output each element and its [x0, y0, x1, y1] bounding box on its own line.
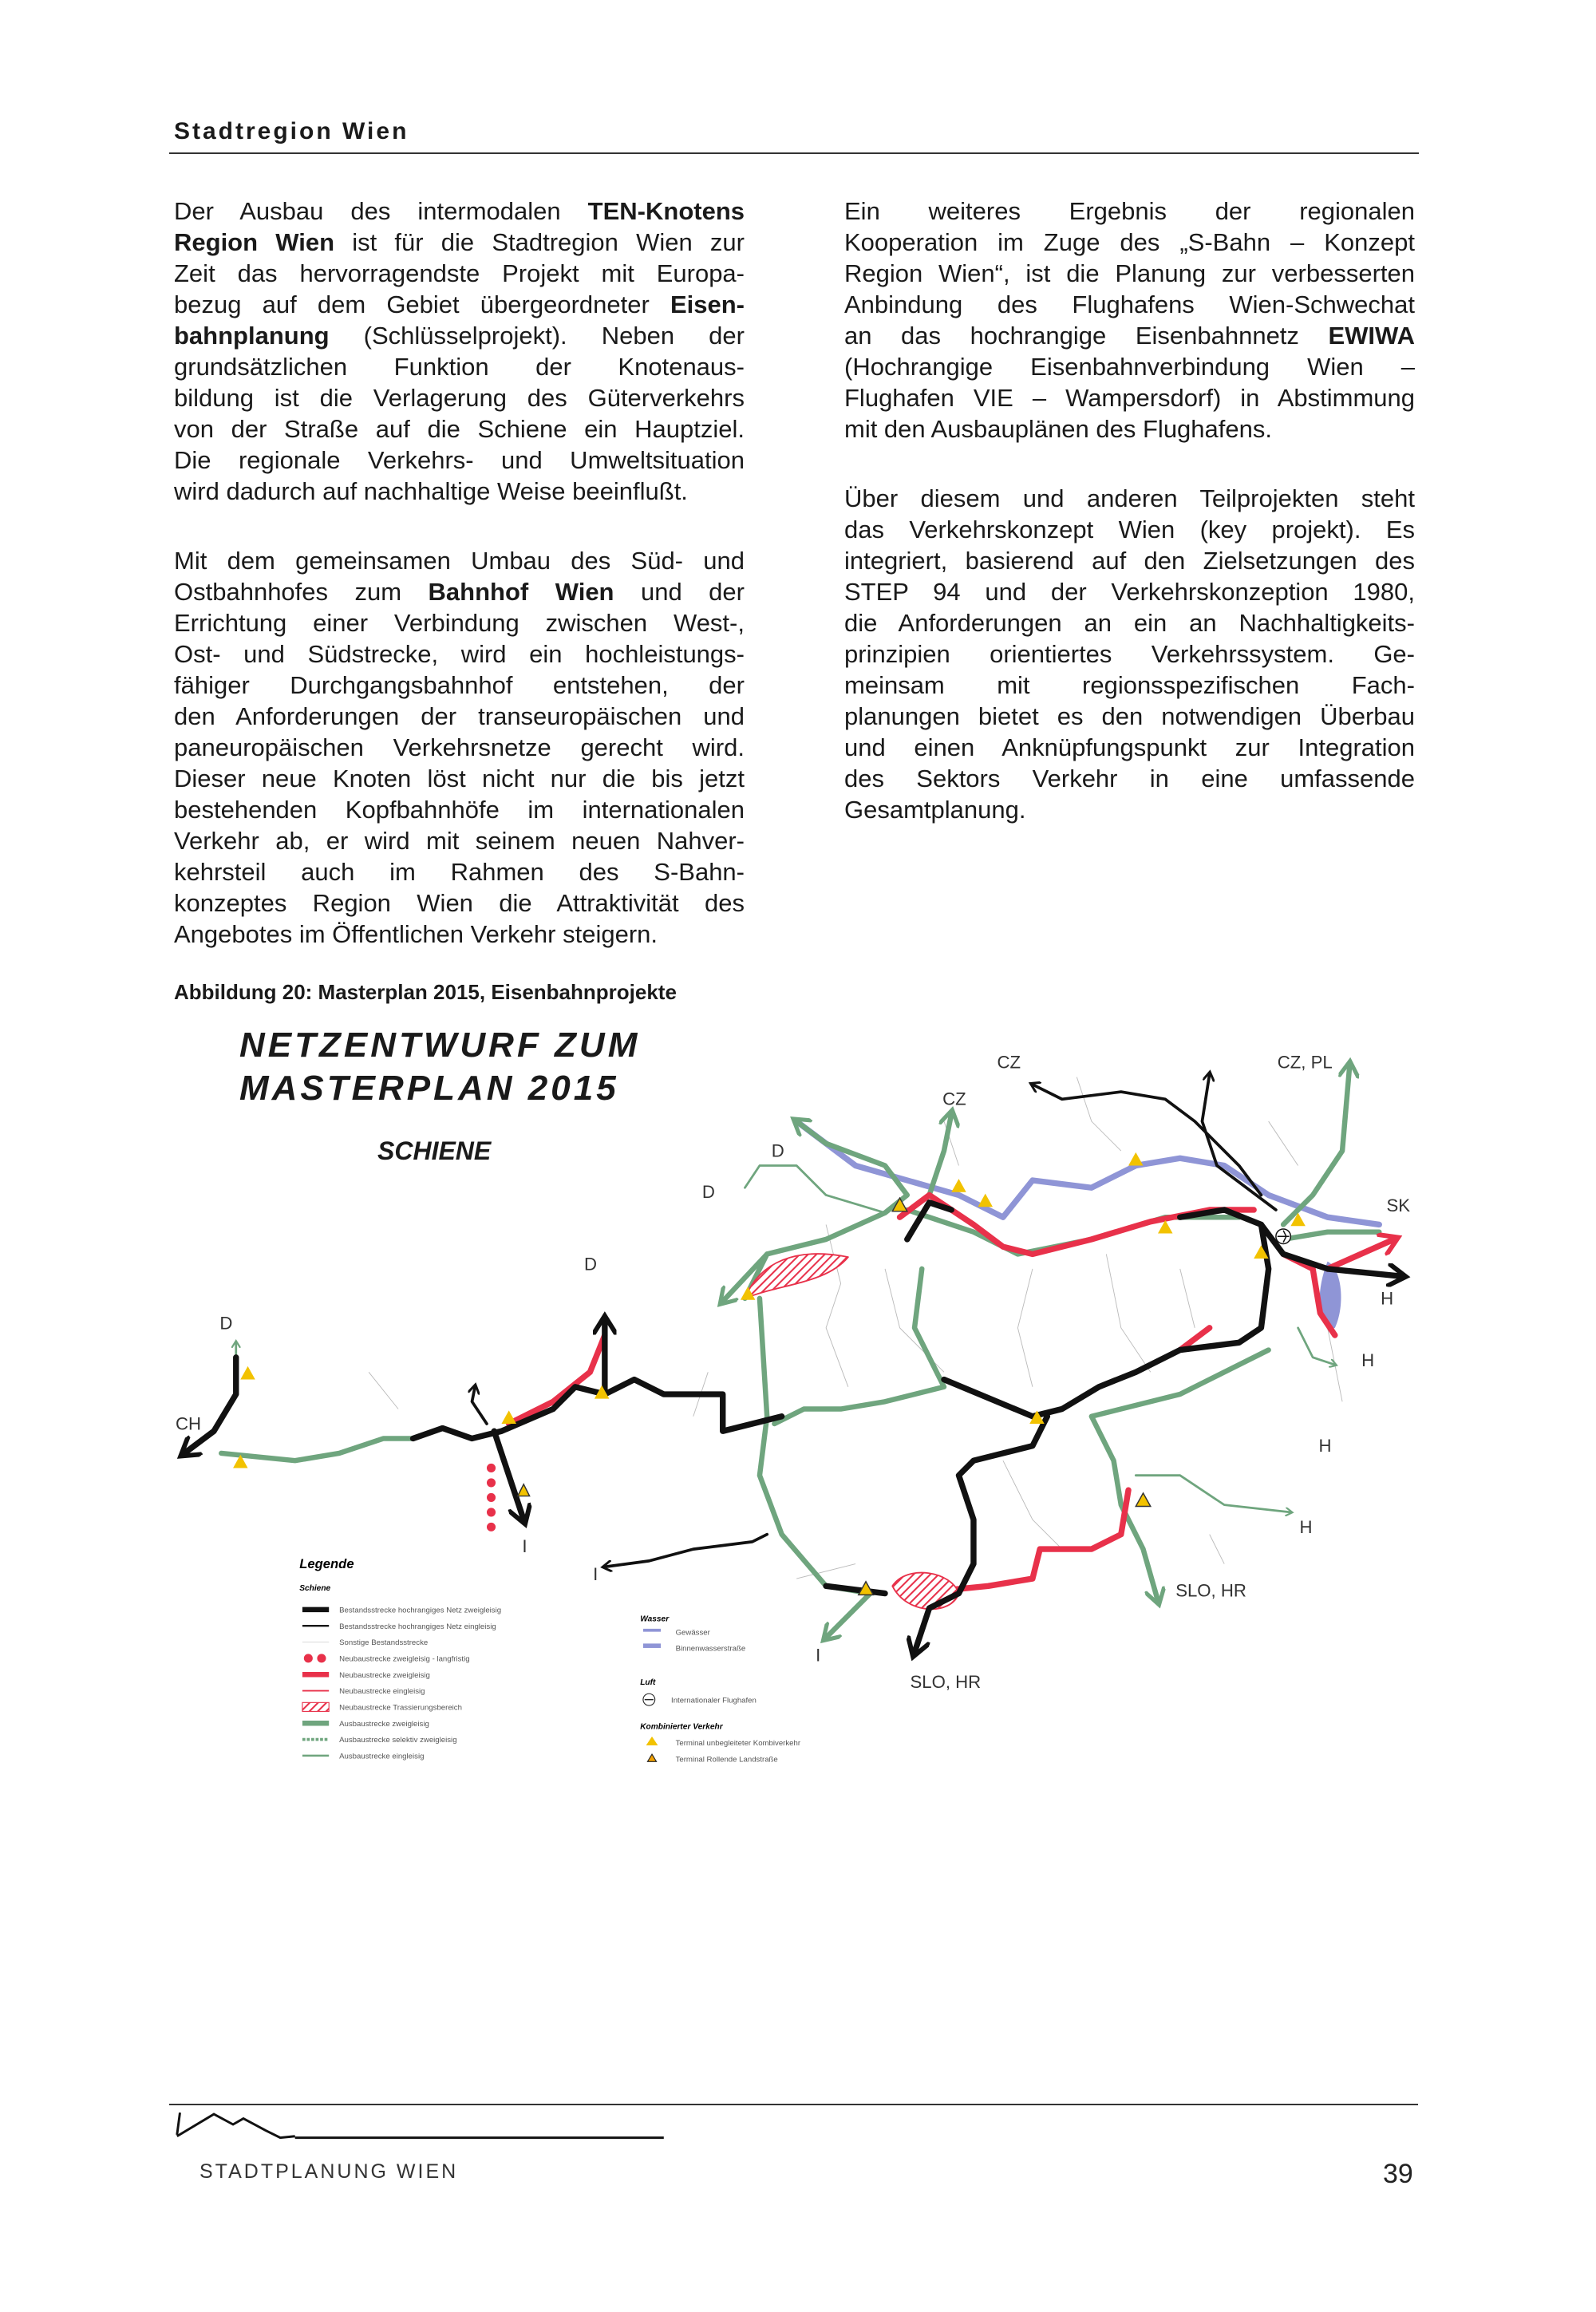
text-run: Zeit das hervorragendste Projekt mit Europa-: [174, 259, 745, 287]
bold-text: EWIWA: [1328, 322, 1415, 350]
text-run: (Hochrangige Eisenbahnverbindung Wien –: [844, 353, 1415, 381]
bold-text: Region Wien: [174, 228, 335, 256]
footer-brand: STADTPLANUNG WIEN: [200, 2160, 459, 2183]
text-run: Mit dem gemeinsamen Umbau des Süd- und: [174, 547, 745, 575]
text-run: grundsätzlichen Funktion der Knotenaus-: [174, 353, 745, 381]
text-run: STEP 94 und der Verkehrskonzeption 1980,: [844, 578, 1415, 606]
legend-title: Legende: [299, 1556, 354, 1572]
text-run: Die regionale Verkehrs- und Umweltsituation: [174, 446, 745, 474]
text-run: konzeptes Region Wien die Attraktivität des: [174, 889, 745, 917]
text-run: Kooperation im Zuge des „S-Bahn – Konzept: [844, 228, 1415, 256]
legend-swatch: [302, 1702, 329, 1711]
triangle-outlined-icon: [647, 1754, 656, 1761]
terminal-triangles: [233, 1152, 1306, 1595]
text-run: integriert, basierend auf den Zielsetzungen des: [844, 547, 1415, 575]
text-run: und der: [614, 578, 745, 606]
text-run: fähiger Durchgangsbahnhof entstehen, der: [174, 671, 745, 699]
text-run: planungen bietet es den notwendigen Überbau: [844, 702, 1415, 730]
legend-heading-schiene: Schiene: [299, 1583, 331, 1593]
legend-item: Terminal unbegleiteter Kombiverkehr: [675, 1738, 801, 1748]
text-run: bildung ist die Verlagerung des Güterverkehrs: [174, 384, 745, 412]
text-run: Flughafen VIE – Wampersdorf) in Abstimmung: [844, 384, 1415, 412]
text-run: und einen Anknüpfungspunkt zur Integration: [844, 733, 1415, 761]
map-label-cz: CZ: [997, 1052, 1021, 1073]
danube-river: [796, 1121, 1379, 1224]
bold-text: Bahnhof Wien: [428, 578, 614, 606]
bold-text: bahnplanung: [174, 322, 330, 350]
text-run: Ostbahnhofes zum: [174, 578, 429, 606]
map-label-i: I: [522, 1535, 527, 1556]
page-number: 39: [1383, 2159, 1413, 2189]
legend-item: Neubaustrecke eingleisig: [339, 1687, 425, 1697]
triangle-icon: [646, 1737, 658, 1745]
airport-icon: [1276, 1229, 1290, 1243]
text-run: Über diesem und anderen Teilprojekten steht: [844, 484, 1415, 512]
map-legend: [299, 1556, 801, 1764]
text-run: den Anforderungen der transeuropäischen und: [174, 702, 745, 730]
text-run: von der Straße auf die Schiene ein Hauptziel.: [174, 415, 745, 443]
legend-swatch-binnenwasserstrasse: [643, 1643, 661, 1648]
legend-item: Ausbaustrecke eingleisig: [339, 1752, 425, 1761]
bestand-eingleisig-lines: [472, 1074, 1275, 1567]
map-title-line1: NETZENTWURF ZUM: [239, 1026, 641, 1065]
text-run: wird dadurch auf nachhaltige Weise beeinflußt.: [174, 477, 688, 505]
legend-item: Neubaustrecke zweigleisig: [339, 1670, 430, 1680]
text-run: paneuropäischen Verkehrsnetze gerecht wird.: [174, 733, 745, 761]
legend-item: Internationaler Flughafen: [671, 1696, 757, 1705]
text-run: Anbindung des Flughafens Wien-Schwechat: [844, 290, 1415, 318]
legend-item: Sonstige Bestandsstrecke: [339, 1638, 429, 1648]
text-run: Ost- und Südstrecke, wird ein hochleistungs-: [174, 640, 745, 668]
map-label-d: D: [583, 1254, 597, 1275]
running-header: Stadtregion Wien: [174, 118, 409, 144]
text-run: bestehenden Kopfbahnhöfe im internationalen: [174, 796, 745, 824]
airport-icon: [643, 1693, 655, 1705]
legend-item: Ausbaustrecke selektiv zweigleisig: [339, 1736, 457, 1745]
footer-rule: [169, 2104, 1418, 2105]
legend-item: Neubaustrecke zweigleisig - langfristig: [339, 1654, 470, 1664]
text-run: Dieser neue Knoten löst nicht nur die bis jetzt: [174, 765, 745, 792]
legend-item: Neubaustrecke Trassierungsbereich: [339, 1703, 462, 1713]
bold-text: TEN-Knotens: [587, 197, 745, 225]
text-run: ist für die Stadtregion Wien zur: [334, 228, 745, 256]
map-label-cz-pl: CZ, PL: [1277, 1052, 1333, 1073]
map-label-d: D: [771, 1140, 784, 1161]
text-run: prinzipien orientiertes Verkehrssystem. Ge-: [844, 640, 1415, 668]
text-run: das Verkehrskonzept Wien (key projekt). Es: [844, 516, 1415, 543]
text-run: kehrsteil auch im Rahmen des S-Bahn-: [174, 858, 745, 886]
text-run: Angebotes im Öffentlichen Verkehr steigern.: [174, 920, 658, 948]
text-run: des Sektors Verkehr in eine umfassende: [844, 765, 1415, 792]
map-label-i: I: [816, 1645, 821, 1666]
bold-text: Eisen-: [670, 290, 745, 318]
text-run: bezug auf dem Gebiet übergeordneter: [174, 290, 670, 318]
text-run: Region Wien“, ist die Planung zur verbesserten: [844, 259, 1415, 287]
map-label-h: H: [1361, 1350, 1375, 1370]
map-label-h: H: [1299, 1516, 1313, 1537]
text-run: (Schlüsselprojekt). Neben der: [329, 322, 745, 350]
legend-heading-kombi: Kombinierter Verkehr: [640, 1722, 723, 1732]
text-run: meinsam mit regionsspezifischen Fach-: [844, 671, 1415, 699]
map-label-cz: CZ: [942, 1089, 966, 1109]
figure-caption: Abbildung 20: Masterplan 2015, Eisenbahnprojekte: [174, 980, 677, 1004]
signature-logo: [177, 2112, 664, 2137]
map-label-slo-hr: SLO, HR: [910, 1671, 982, 1692]
legend-item: Ausbaustrecke zweigleisig: [339, 1719, 429, 1729]
legend-item: Bestandsstrecke hochrangiges Netz eingleisig: [339, 1622, 496, 1631]
text-run: Verkehr ab, er wird mit seinem neuen Nahver-: [174, 827, 745, 855]
ausbau-lines: [221, 1065, 1379, 1638]
legend-heading-wasser: Wasser: [640, 1614, 670, 1624]
map-subtitle: SCHIENE: [377, 1136, 492, 1165]
text-run: die Anforderungen an ein an Nachhaltigkeits-: [844, 609, 1415, 637]
text-run: Der Ausbau des intermodalen: [174, 197, 588, 225]
map-title-line2: MASTERPLAN 2015: [239, 1069, 619, 1108]
legend-heading-luft: Luft: [640, 1678, 656, 1688]
legend-item: Terminal Rollende Landstraße: [675, 1755, 778, 1765]
text-run: Ein weiteres Ergebnis der regionalen: [844, 197, 1415, 225]
legend-item: Gewässer: [675, 1628, 710, 1638]
text-run: Gesamtplanung.: [844, 796, 1026, 824]
neubau-langfristig-dots: [487, 1464, 496, 1531]
map-label-i: I: [593, 1563, 598, 1584]
map-label-d: D: [701, 1182, 715, 1203]
text-run: Errichtung einer Verbindung zwischen West-,: [174, 609, 745, 637]
legend-item: Binnenwasserstraße: [675, 1644, 746, 1654]
map-label-ch: CH: [175, 1413, 201, 1434]
map-label-h: H: [1318, 1436, 1332, 1456]
map-label-d: D: [219, 1313, 233, 1334]
legend-item: Bestandsstrecke hochrangiges Netz zweigleisig: [339, 1606, 502, 1615]
trassierung-area-south: [892, 1573, 958, 1610]
text-run: an das hochrangige Eisenbahnnetz: [844, 322, 1329, 350]
map-label-slo-hr: SLO, HR: [1175, 1580, 1246, 1601]
text-run: mit den Ausbauplänen des Flughafens.: [844, 415, 1272, 443]
legend-swatch: [304, 1654, 326, 1662]
map-label-sk: SK: [1386, 1195, 1411, 1215]
map-label-h: H: [1381, 1288, 1394, 1309]
